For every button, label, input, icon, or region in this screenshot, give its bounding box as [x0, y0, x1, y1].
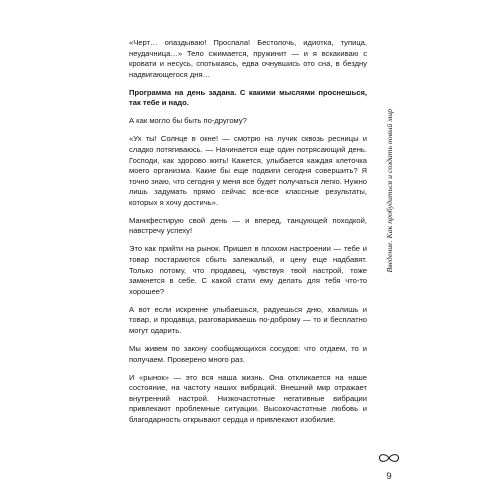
paragraph-5: Манифестирую свой день — и вперед, танцующей походкой, навстречу успеху!	[129, 215, 367, 236]
body-text	[129, 38, 367, 433]
paragraph-1: «Черт… опаздываю! Проспала! Бестолочь, идиотка, тупица, неудачница…» Тело сжимается, пружинит — и я вскакиваю с кровати и несусь, спотыкаясь, едва очнувшись ото сна, в бездну надвигающегося дня…	[129, 38, 367, 79]
paragraph-3: А как могло бы быть по-другому?	[129, 116, 247, 126]
paragraph-2-bold: Программа на день задана. С какими мыслями проснешься, так тебе и надо.	[129, 87, 367, 108]
paragraph-4: «Ух ты! Солнце в окне! — смотрю на лучик сквозь ресницы и сладко потягиваюсь. — Начинается еще один потрясающий день. Господи, как здорово жить! Кажется, улыбается каждая клеточка моего организма. Какие бы еще подвиги сегодня совершить? Я точно знаю, что сегодня у меня все будет получаться легко. Нужно лишь задумать прямо сейчас все-все классные результаты, которых я хочу достичь».	[129, 134, 367, 207]
paragraph-7: А вот если искренне улыбаешься, радуешься дню, хвалишь и товар, и продавца, разговариваешь по-доброму — то и бесплатно могут одарить.	[129, 304, 367, 335]
paragraph-9: И «рынок» — это вся наша жизнь. Она откликается на наше состояние, на частоту наших вибраций. Внешний мир отражает внутренний настрой. Низкочастотные негативные вибрации привлекают проблемные ситуации. Высокочастотные любовь и благодарность открывают сердца и привлекают изобилие.	[129, 372, 367, 424]
running-head	[382, 40, 396, 342]
paragraph-6: Это как прийти на рынок. Пришел в плохом настроении — тебе и товар постараются сбыть залежалый, и цену еще надбавят. Только потому, что продавец, чувствуя твой настрой, тоже замкнется в себе. С какой стати ему делать для тебя что-то хорошее?	[129, 244, 367, 296]
page-number: 9	[386, 471, 392, 482]
running-head-text: Введение. Как пробудиться и создать новый мир	[384, 109, 394, 273]
paragraph-8: Мы живем по закону сообщающихся сосудов: что отдаем, то и получаем. Проверено много раз.	[129, 343, 367, 364]
infinity-icon	[376, 452, 402, 464]
